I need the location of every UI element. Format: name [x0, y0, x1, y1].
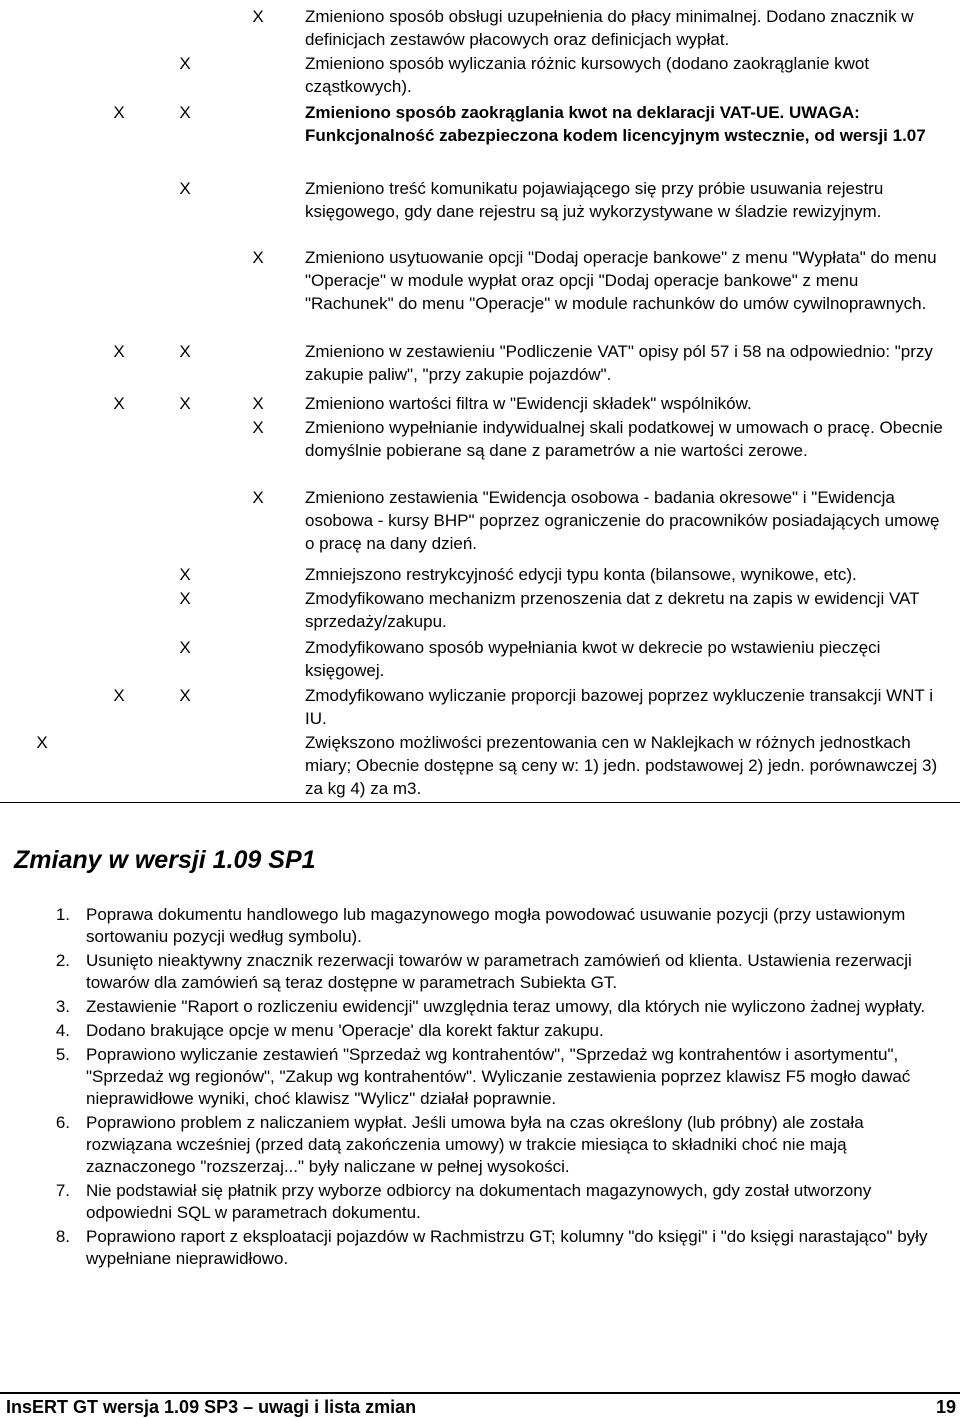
list-item: [0, 1112, 960, 1178]
list-item: [0, 904, 960, 948]
list-text: Poprawa dokumentu handlowego lub magazynowego mogła powodować usuwanie pozycji (przy ustawionym sortowaniu pozycji według symbolu).: [86, 905, 906, 946]
list-number: 7.: [55, 1181, 70, 1200]
page-number: 19: [935, 1397, 956, 1417]
change-text: Zmodyfikowano mechanizm przenoszenia dat z dekretu na zapis w ewidencji VAT sprzedaży/zakupu.: [305, 589, 920, 631]
list-item: [0, 1044, 960, 1110]
change-mark: X: [179, 342, 191, 361]
list-text: Usunięto nieaktywny znacznik rezerwacji towarów w parametrach zamówień od klienta. Ustawienia rezerwacji towarów dla zamówień są teraz dostępne w parametrach Subiekta GT.: [86, 951, 912, 992]
change-mark: X: [179, 589, 191, 608]
list-text: Poprawiono wyliczanie zestawień "Sprzedaż wg kontrahentów", "Sprzedaż wg kontrahentów i asortymentu", "Sprzedaż wg regionów", "Zakup wg kontrahentów". Wyliczanie zestawienia poprzez klawisz F5 mogło dawać nieprawidłowe wyniki, choć klawisz "Wylicz" działał poprawnie.: [86, 1045, 911, 1108]
list-number: 5.: [55, 1045, 70, 1064]
change-mark: X: [179, 394, 191, 413]
list-text: Dodano brakujące opcje w menu 'Operacje' dla korekt faktur zakupu.: [86, 1021, 604, 1040]
section-title: Zmiany w wersji 1.09 SP1: [14, 846, 316, 874]
change-mark: X: [252, 488, 264, 507]
change-mark: X: [252, 418, 264, 437]
list-item: [0, 996, 960, 1018]
change-mark: X: [252, 394, 264, 413]
list-item: [0, 1180, 960, 1224]
change-mark: X: [113, 103, 125, 122]
list-number: 4.: [55, 1021, 70, 1040]
change-mark: X: [179, 179, 191, 198]
change-mark: X: [179, 686, 191, 705]
change-mark: X: [179, 103, 191, 122]
list-number: 2.: [55, 951, 70, 970]
footer-rule: [0, 1392, 960, 1394]
change-text: Zwiększono możliwości prezentowania cen w Naklejkach w różnych jednostkach miary; Obecnie dostępne są ceny w: 1) jedn. podstawowej 2) jedn. porównawczej 3) za kg 4) za m3.: [305, 733, 938, 798]
change-mark: X: [252, 7, 264, 26]
fixes-list: [0, 904, 960, 1272]
list-item: [0, 950, 960, 994]
change-mark: X: [113, 394, 125, 413]
change-text: Zmieniono zestawienia "Ewidencja osobowa - badania okresowe" i "Ewidencja osobowa - kursy BHP" poprzez ograniczenie do pracowników posiadających umowę o pracę na dany dzień.: [305, 488, 940, 553]
list-number: 3.: [55, 997, 70, 1016]
change-text: Zmniejszono restrykcyjność edycji typu konta (bilansowe, wynikowe, etc).: [305, 565, 857, 584]
change-mark: X: [36, 733, 48, 752]
change-mark: X: [179, 565, 191, 584]
change-text: Zmodyfikowano wyliczanie proporcji bazowej poprzez wykluczenie transakcji WNT i IU.: [305, 686, 933, 728]
list-number: 1.: [55, 905, 70, 924]
change-mark: X: [179, 638, 191, 657]
list-text: Poprawiono problem z naliczaniem wypłat. Jeśli umowa była na czas określony (lub próbny) ale została rozwiązana wcześniej (przed datą zakończenia umowy) w trakcie miesiąca to składniki choć nie mają zaznaczonego "rozszerzaj..." były naliczane w pełnej wysokości.: [86, 1113, 864, 1176]
change-text: Zmieniono sposób zaokrąglania kwot na deklaracji VAT-UE. UWAGA: Funkcjonalność zabezpieczona kodem licencyjnym wstecznie, od wersji 1.07: [305, 103, 926, 145]
change-mark: X: [179, 54, 191, 73]
list-text: Poprawiono raport z eksploatacji pojazdów w Rachmistrzu GT; kolumny "do księgi" i "do księgi narastająco" były wypełniane nieprawidłowo.: [86, 1227, 928, 1268]
change-text: Zmieniono treść komunikatu pojawiającego się przy próbie usuwania rejestru księgowego, gdy dane rejestru są już wykorzystywane w śladzie rewizyjnym.: [305, 179, 884, 221]
change-text: Zmieniono usytuowanie opcji "Dodaj operacje bankowe" z menu "Wypłata" do menu "Operacje" w module wypłat oraz opcji "Dodaj operacje bankowe" z menu "Rachunek" do menu "Operacje" w module rachunków do umów cywilnoprawnych.: [305, 248, 937, 313]
change-text: Zmieniono wartości filtra w "Ewidencji składek" wspólników.: [305, 394, 752, 413]
list-text: Nie podstawiał się płatnik przy wyborze odbiorcy na dokumentach magazynowych, gdy został utworzony odpowiedni SQL w parametrach dokumentu.: [86, 1181, 872, 1222]
change-mark: X: [113, 686, 125, 705]
footer-title: InsERT GT wersja 1.09 SP3 – uwagi i lista zmian: [6, 1397, 417, 1417]
list-number: 6.: [55, 1113, 70, 1132]
list-item: [0, 1226, 960, 1270]
change-mark: X: [113, 342, 125, 361]
list-item: [0, 1020, 960, 1042]
change-text: Zmieniono wypełnianie indywidualnej skali podatkowej w umowach o pracę. Obecnie domyślnie pobierane są dane z parametrów a nie wartości zerowe.: [305, 418, 943, 460]
change-text: Zmieniono sposób wyliczania różnic kursowych (dodano zaokrąglanie kwot cząstkowych).: [305, 54, 870, 96]
change-mark: X: [252, 248, 264, 267]
change-text: Zmieniono w zestawieniu "Podliczenie VAT" opisy pól 57 i 58 na odpowiednio: "przy zakupie paliw", "przy zakupie pojazdów".: [305, 342, 933, 384]
list-number: 8.: [55, 1227, 70, 1246]
list-text: Zestawienie "Raport o rozliczeniu ewidencji" uwzględnia teraz umowy, dla których nie wyliczono żadnej wypłaty.: [86, 997, 926, 1016]
change-text: Zmieniono sposób obsługi uzupełnienia do płacy minimalnej. Dodano znacznik w definicjach zestawów płacowych oraz definicjach wypłat.: [305, 7, 914, 49]
table-bottom-border: [0, 802, 960, 803]
change-text: Zmodyfikowano sposób wypełniania kwot w dekrecie po wstawieniu pieczęci księgowej.: [305, 638, 881, 680]
